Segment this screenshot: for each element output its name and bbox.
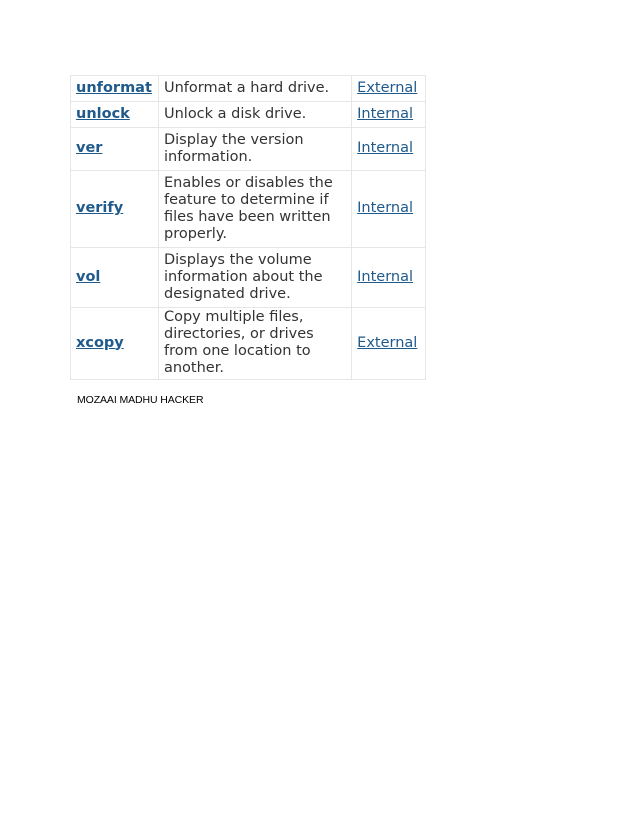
table-row <box>71 76 426 102</box>
type-cell <box>352 308 426 380</box>
table-row <box>71 128 426 171</box>
table-row <box>71 102 426 128</box>
command-link-unformat[interactable]: unformat <box>76 79 152 96</box>
footer-text: MOZAAI MADHU HACKER <box>77 394 204 406</box>
command-link-xcopy[interactable]: xcopy <box>76 334 124 351</box>
description-cell: Unlock a disk drive. <box>158 102 351 128</box>
type-link[interactable]: External <box>357 79 418 96</box>
description-cell: Display the version information. <box>158 128 351 171</box>
command-link-unlock[interactable]: unlock <box>76 105 130 122</box>
type-cell <box>352 248 426 308</box>
command-table <box>70 75 426 380</box>
table-row <box>71 248 426 308</box>
description-cell: Copy multiple files, directories, or drives from one location to another. <box>158 308 351 380</box>
type-cell <box>352 76 426 102</box>
type-link[interactable]: Internal <box>357 140 414 156</box>
type-cell <box>352 102 426 128</box>
type-link[interactable]: Internal <box>357 268 414 285</box>
description-cell: Unformat a hard drive. <box>158 76 351 102</box>
type-cell <box>352 171 426 248</box>
type-link[interactable]: External <box>357 334 418 351</box>
command-cell <box>71 248 159 308</box>
table-row <box>71 308 426 380</box>
table-row <box>71 171 426 248</box>
command-link-ver[interactable]: ver <box>76 140 103 156</box>
command-cell <box>71 102 159 128</box>
command-cell <box>71 76 159 102</box>
description-cell: Enables or disables the feature to determine if files have been written properly. <box>158 171 351 248</box>
command-link-verify[interactable]: verify <box>76 200 124 216</box>
command-link-vol[interactable]: vol <box>76 268 101 285</box>
type-link[interactable]: Internal <box>357 200 414 216</box>
type-cell <box>352 128 426 171</box>
command-cell <box>71 171 159 248</box>
command-cell <box>71 128 159 171</box>
command-cell <box>71 308 159 380</box>
type-link[interactable]: Internal <box>357 105 414 122</box>
description-cell: Displays the volume information about the designated drive. <box>158 248 351 308</box>
